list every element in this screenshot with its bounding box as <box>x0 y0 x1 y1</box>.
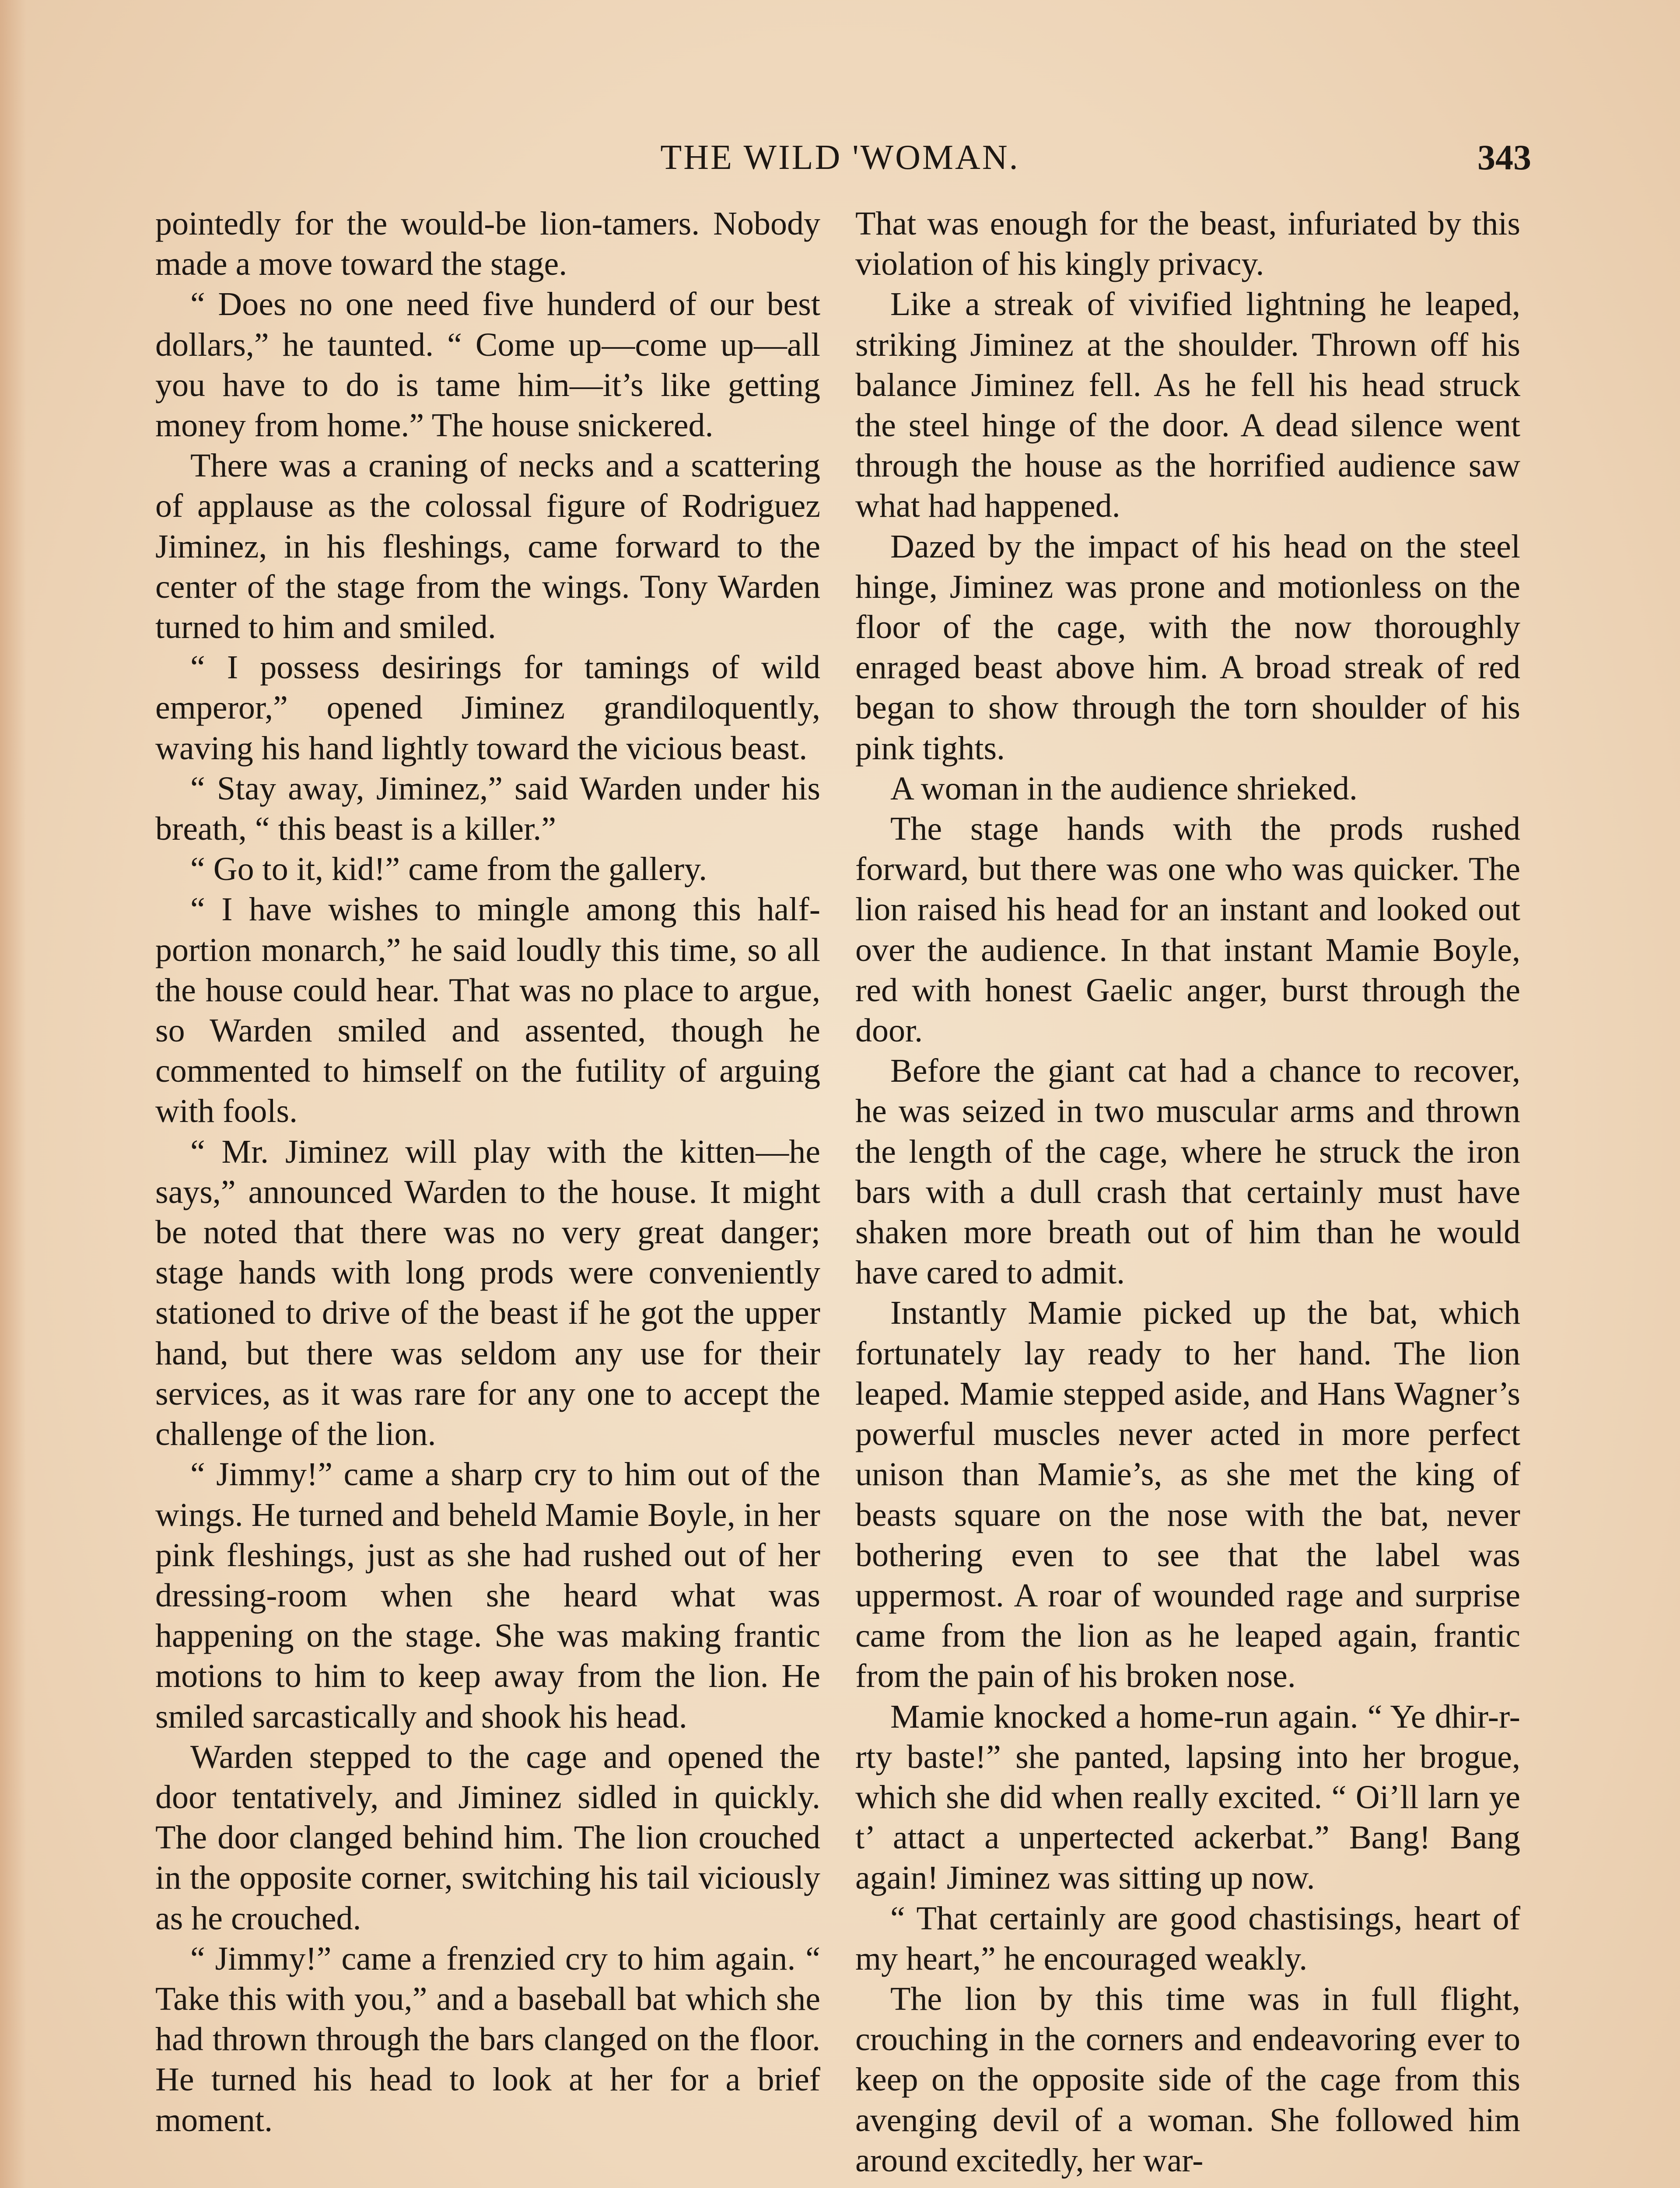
paragraph: The lion by this time was in full flight, crouching in the corners and endeavoring ever to keep on the opposite side of the cage from this avenging devil of a woman. She followed him around excitedly, her war- <box>855 1980 1520 2179</box>
paragraph: “ Stay away, Jiminez,” said Warden under his breath, “ this beast is a killer.” <box>155 770 820 848</box>
right-column <box>855 203 1520 2181</box>
paragraph: Warden stepped to the cage and opened the door tentatively, and Jiminez sidled in quickly. The door clanged behind him. The lion crouched in the opposite corner, switching his tail viciously as he crouched. <box>155 1738 820 1937</box>
paragraph: “ I possess desirings for tamings of wild emperor,” opened Jiminez grandiloquently, waving his hand lightly toward the vicious beast. <box>155 649 820 767</box>
left-column <box>155 203 820 2140</box>
paragraph: A woman in the audience shrieked. <box>890 770 1358 807</box>
paragraph: “ Mr. Jiminez will play with the kitten—he says,” announced Warden to the house. It might be noted that there was no very great danger; stage hands with long prods were conveniently stationed to drive of the beast if he got the upper hand, but there was seldom any use for their services, as it was rare for any one to accept the challenge of the lion. <box>155 1133 820 1453</box>
paragraph: Dazed by the impact of his head on the steel hinge, Jiminez was prone and motionless on the floor of the cage, with the now thoroughly enraged beast above him. A broad streak of red began to show through the torn shoulder of his pink tights. <box>855 528 1520 767</box>
paragraph: “ Jimmy!” came a frenzied cry to him again. “ Take this with you,” and a baseball bat which she had thrown through the bars clanged on the floor. He turned his head to look at her for a brief moment. <box>155 1940 820 2139</box>
page-edge-shadow <box>0 0 26 2188</box>
running-title: THE WILD 'WOMAN. <box>660 138 1020 177</box>
page-header <box>149 131 1531 184</box>
paragraph: “ I have wishes to mingle among this half-portion monarch,” he said loudly this time, so all the house could hear. That was no place to argue, so Warden smiled and assented, though he commented to himself on the futility of arguing with fools. <box>155 891 820 1130</box>
paragraph: Like a streak of vivified lightning he leaped, striking Jiminez at the shoulder. Thrown off his balance Jiminez fell. As he fell his head struck the steel hinge of the door. A dead silence went through the house as the horrified audience saw what had happened. <box>855 286 1520 525</box>
paragraph: “ Jimmy!” came a sharp cry to him out of the wings. He turned and beheld Mamie Boyle, in her pink fleshings, just as she had rushed out of her dressing-room when she heard what was happening on the stage. She was making frantic motions to him to keep away from the lion. He smiled sarcastically and shook his head. <box>155 1456 820 1735</box>
page-number: 343 <box>1477 137 1531 177</box>
paragraph: “ Does no one need five hunderd of our best dollars,” he taunted. “ Come up—come up—all you have to do is tame him—it’s like getting money from home.” The house snickered. <box>155 286 820 444</box>
paragraph: Before the giant cat had a chance to recover, he was seized in two muscular arms and thrown the length of the cage, where he struck the iron bars with a dull crash that certainly must have shaken more breath out of him than he would have cared to admit. <box>855 1052 1520 1291</box>
paragraph: There was a craning of necks and a scattering of applause as the colossal figure of Rodriguez Jiminez, in his fleshings, came forward to the center of the stage from the wings. Tony Warden turned to him and smiled. <box>155 447 820 646</box>
paragraph: That was enough for the beast, infuriated by this violation of his kingly privacy. <box>855 205 1520 283</box>
paragraph: Instantly Mamie picked up the bat, which fortunately lay ready to her hand. The lion leaped. Mamie stepped aside, and Hans Wagner’s powerful muscles never acted in more perfect unison than Mamie’s, as she met the king of beasts square on the nose with the bat, never bothering even to see that the label was uppermost. A roar of wounded rage and surprise came from the lion as he leaped again, frantic from the pain of his broken nose. <box>855 1294 1520 1695</box>
paragraph: The stage hands with the prods rushed forward, but there was one who was quicker. The lion raised his head for an instant and looked out over the audience. In that instant Mamie Boyle, red with honest Gaelic anger, burst through the door. <box>855 810 1520 1049</box>
paragraph: “ That certainly are good chastisings, heart of my heart,” he encouraged weakly. <box>855 1900 1520 1977</box>
paragraph: “ Go to it, kid!” came from the gallery. <box>190 851 707 888</box>
paragraph: pointedly for the would-be lion-tamers. Nobody made a move toward the stage. <box>155 205 820 283</box>
paragraph: Mamie knocked a home-run again. “ Ye dhir-r-rty baste!” she panted, lapsing into her brogue, which she did when really excited. “ Oi’ll larn ye t’ attact a unpertected ackerbat.” Bang! Bang again! Jiminez was sitting up now. <box>855 1698 1520 1897</box>
